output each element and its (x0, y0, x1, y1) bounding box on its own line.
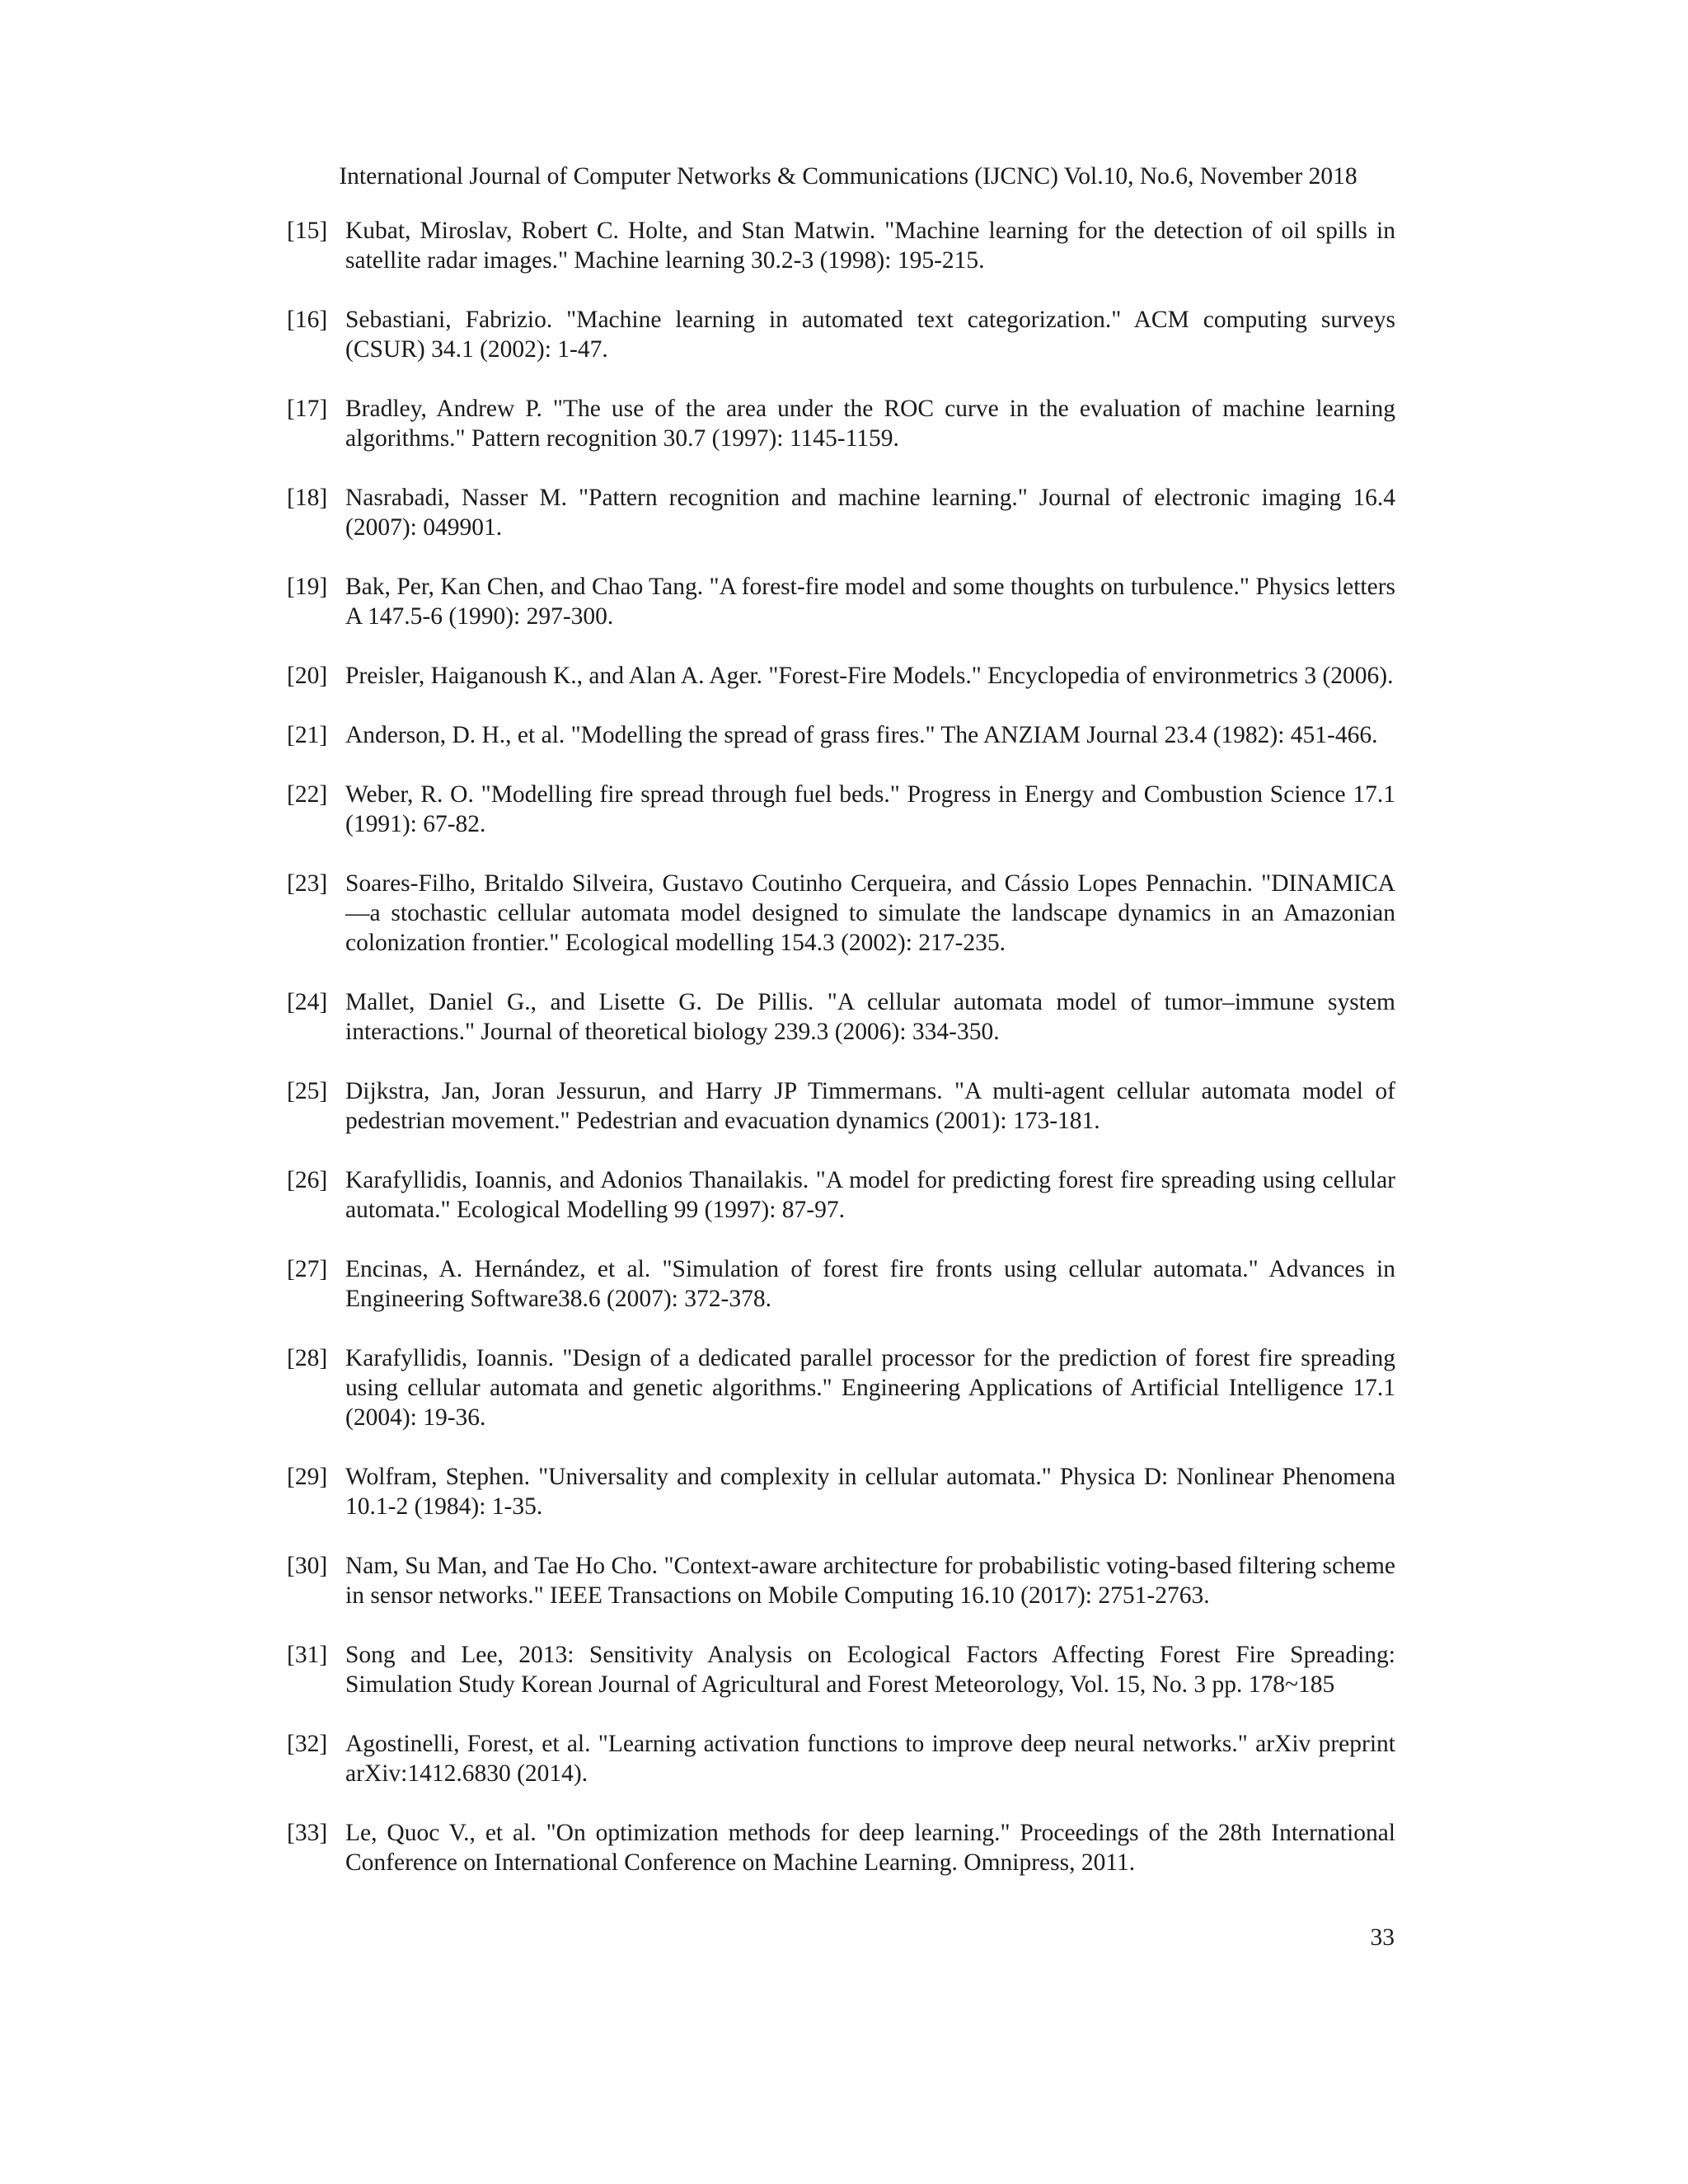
reference-item (287, 394, 1395, 453)
reference-item (287, 1818, 1395, 1877)
reference-item (287, 780, 1395, 839)
reference-number: [21] (287, 722, 328, 748)
reference-number: [31] (287, 1642, 328, 1668)
reference-item (287, 661, 1395, 691)
reference-text: Agostinelli, Forest, et al. "Learning activation functions to improve deep neural networks." arXiv preprint arXiv:1412.6830 (2014). (345, 1731, 1395, 1787)
reference-number: [18] (287, 485, 328, 511)
reference-item (287, 483, 1395, 542)
reference-number: [32] (287, 1731, 328, 1757)
reference-number: [28] (287, 1345, 328, 1371)
reference-text: Anderson, D. H., et al. "Modelling the spread of grass fires." The ANZIAM Journal 23.4 (1982): 451-466. (345, 722, 1378, 748)
reference-text: Dijkstra, Jan, Joran Jessurun, and Harry JP Timmermans. "A multi-agent cellular automata model of pedestrian movement." Pedestrian and evacuation dynamics (2001): 173-181. (345, 1078, 1395, 1134)
reference-number: [24] (287, 989, 328, 1015)
reference-text: Preisler, Haiganoush K., and Alan A. Ager. "Forest-Fire Models." Encyclopedia of environmetrics 3 (2006). (345, 663, 1394, 689)
reference-item (287, 216, 1395, 275)
reference-number: [19] (287, 574, 328, 600)
reference-text: Weber, R. O. "Modelling fire spread through fuel beds." Progress in Energy and Combustion Science 17.1 (1991): 67-82. (345, 781, 1395, 837)
reference-item (287, 1640, 1395, 1699)
reference-text: Mallet, Daniel G., and Lisette G. De Pillis. "A cellular automata model of tumor–immune system interactions." Journal of theoretical biology 239.3 (2006): 334-350. (345, 989, 1395, 1045)
reference-text: Soares-Filho, Britaldo Silveira, Gustavo Coutinho Cerqueira, and Cássio Lopes Pennachin. "DINAMICA—a stochastic cellular automata model designed to simulate the landscape dynamics in an Amazonian colonization frontier." Ecological modelling 154.3 (2002): 217-235. (345, 870, 1395, 956)
reference-item (287, 1254, 1395, 1314)
reference-number: [30] (287, 1553, 328, 1579)
reference-item (287, 1165, 1395, 1225)
running-header: International Journal of Computer Networks & Communications (IJCNC) Vol.10, No.6, November 2018 (339, 163, 1357, 190)
reference-item (287, 720, 1395, 750)
reference-item (287, 1729, 1395, 1788)
reference-number: [29] (287, 1464, 328, 1490)
reference-number: [26] (287, 1167, 328, 1193)
reference-item (287, 1343, 1395, 1432)
reference-list (287, 216, 1395, 1907)
reference-text: Encinas, A. Hernández, et al. "Simulation of forest fire fronts using cellular automata." Advances in Engineering Software38.6 (2007): 372-378. (345, 1256, 1395, 1312)
reference-text: Le, Quoc V., et al. "On optimization methods for deep learning." Proceedings of the 28th International Conference on International Conference on Machine Learning. Omnipress, 2011. (345, 1820, 1395, 1876)
reference-number: [22] (287, 781, 328, 808)
reference-text: Song and Lee, 2013: Sensitivity Analysis on Ecological Factors Affecting Forest Fire Spreading: Simulation Study Korean Journal of Agricultural and Forest Meteorology, Vol. 15, No. 3 pp. 178~185 (345, 1642, 1395, 1698)
reference-text: Karafyllidis, Ioannis. "Design of a dedicated parallel processor for the prediction of forest fire spreading using cellular automata and genetic algorithms." Engineering Applications of Artificial Intelligence 17.1 (2004): 19-36. (345, 1345, 1395, 1431)
reference-item (287, 1551, 1395, 1610)
reference-number: [20] (287, 663, 328, 689)
reference-text: Sebastiani, Fabrizio. "Machine learning in automated text categorization." ACM computing surveys (CSUR) 34.1 (2002): 1-47. (345, 307, 1395, 363)
reference-number: [25] (287, 1078, 328, 1104)
reference-text: Kubat, Miroslav, Robert C. Holte, and Stan Matwin. "Machine learning for the detection of oil spills in satellite radar images." Machine learning 30.2-3 (1998): 195-215. (345, 218, 1395, 274)
reference-text: Bak, Per, Kan Chen, and Chao Tang. "A forest-fire model and some thoughts on turbulence." Physics letters A 147.5-6 (1990): 297-300. (345, 574, 1395, 630)
reference-item (287, 1462, 1395, 1521)
reference-text: Karafyllidis, Ioannis, and Adonios Thanailakis. "A model for predicting forest fire spreading using cellular automata." Ecological Modelling 99 (1997): 87-97. (345, 1167, 1395, 1223)
reference-text: Wolfram, Stephen. "Universality and complexity in cellular automata." Physica D: Nonlinear Phenomena 10.1-2 (1984): 1-35. (345, 1464, 1395, 1520)
reference-text: Bradley, Andrew P. "The use of the area under the ROC curve in the evaluation of machine learning algorithms." Pattern recognition 30.7 (1997): 1145-1159. (345, 396, 1395, 452)
reference-item (287, 572, 1395, 631)
reference-text: Nam, Su Man, and Tae Ho Cho. "Context-aware architecture for probabilistic voting-based filtering scheme in sensor networks." IEEE Transactions on Mobile Computing 16.10 (2017): 2751-2763. (345, 1553, 1395, 1609)
reference-number: [33] (287, 1820, 328, 1846)
reference-item (287, 1076, 1395, 1136)
reference-number: [27] (287, 1256, 328, 1282)
reference-item (287, 305, 1395, 364)
reference-text: Nasrabadi, Nasser M. "Pattern recognition and machine learning." Journal of electronic imaging 16.4 (2007): 049901. (345, 485, 1395, 541)
reference-number: [15] (287, 218, 328, 244)
reference-number: [16] (287, 307, 328, 333)
reference-item (287, 869, 1395, 958)
reference-item (287, 987, 1395, 1047)
reference-number: [17] (287, 396, 328, 422)
reference-number: [23] (287, 870, 328, 897)
page-number: 33 (1370, 1924, 1395, 1951)
